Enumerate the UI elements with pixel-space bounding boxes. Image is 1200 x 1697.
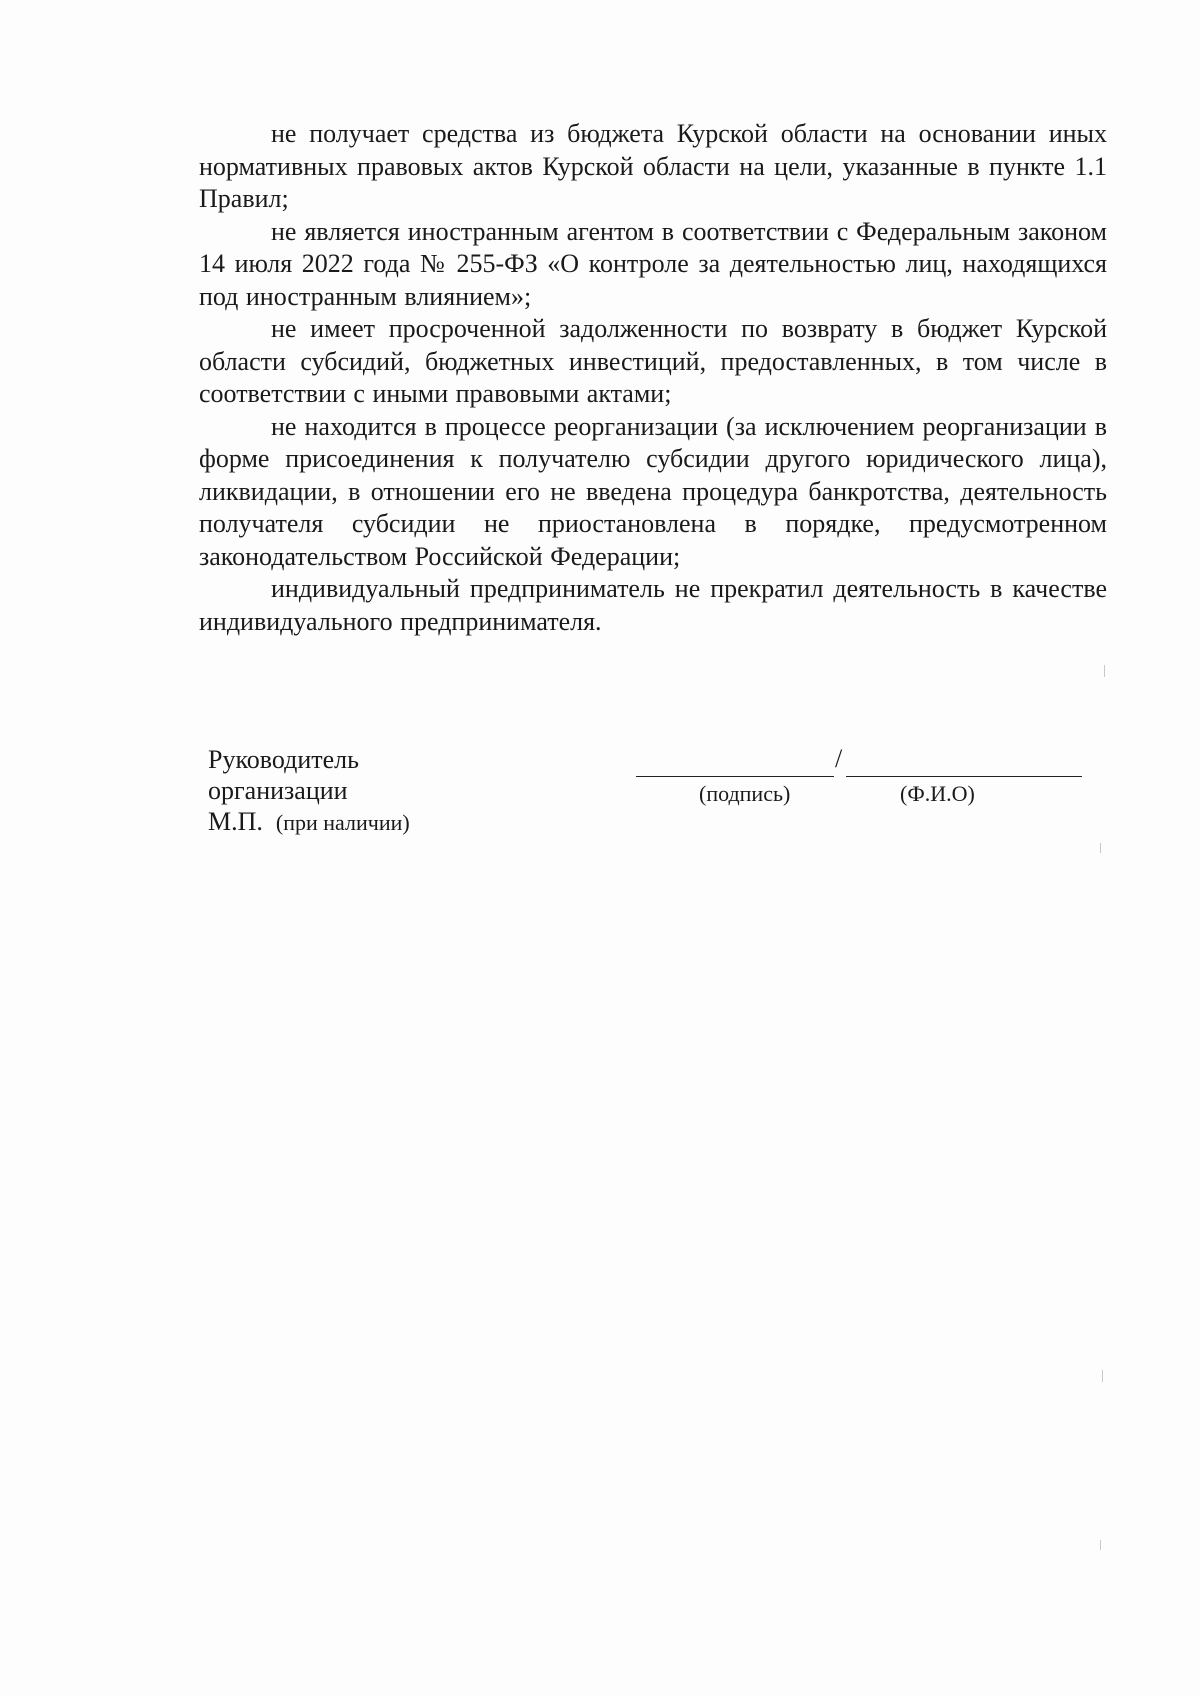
scan-speck <box>1104 665 1105 677</box>
signature-lines <box>636 744 1082 778</box>
signature-caption: (подпись) <box>699 781 791 806</box>
signature-separator: / <box>835 744 843 773</box>
signer-role-line2: организации <box>208 776 348 805</box>
signature-block-left <box>208 744 410 838</box>
paragraph-reorganization: не находится в процессе реорганизации (за исключением реорганизации в форме присоединения к получателю субсидии другого юридического лица), ликвидации, в отношении его не введена процедура банкротства, деятельность получателя субсидии не приостановлена в порядке, предусмотренном законодательством Российской Федерации; <box>199 411 1107 571</box>
document-body <box>199 118 1107 638</box>
stamp-label: М.П. <box>208 807 263 836</box>
stamp-line <box>208 806 410 838</box>
scan-speck <box>1102 1370 1103 1382</box>
signer-role-line1: Руководитель <box>208 745 359 774</box>
name-caption: (Ф.И.О) <box>900 781 975 806</box>
signature-blank-line <box>636 776 834 777</box>
scan-speck <box>1100 843 1101 853</box>
paragraph-entrepreneur: индивидуальный предприниматель не прекратил деятельность в качестве индивидуального предпринимателя. <box>199 574 1107 636</box>
paragraph-overdue-debt: не имеет просроченной задолженности по возврату в бюджет Курской области субсидий, бюджетных инвестиций, предоставленных, в том числе в соответствии с иными правовыми актами; <box>199 314 1107 408</box>
stamp-note: (при наличии) <box>275 810 410 835</box>
paragraph-foreign-agent: не является иностранным агентом в соответствии с Федеральным законом 14 июля 2022 года № 255-ФЗ «О контроле за деятельностью лиц, находящихся под иностранным влиянием»; <box>199 216 1107 311</box>
name-blank-line <box>846 776 1082 777</box>
scan-speck <box>1100 1540 1101 1550</box>
paragraph-budget-funds: не получает средства из бюджета Курской области на основании иных нормативных правовых актов Курской области на цели, указанные в пункте 1.1 Правил; <box>199 119 1107 213</box>
